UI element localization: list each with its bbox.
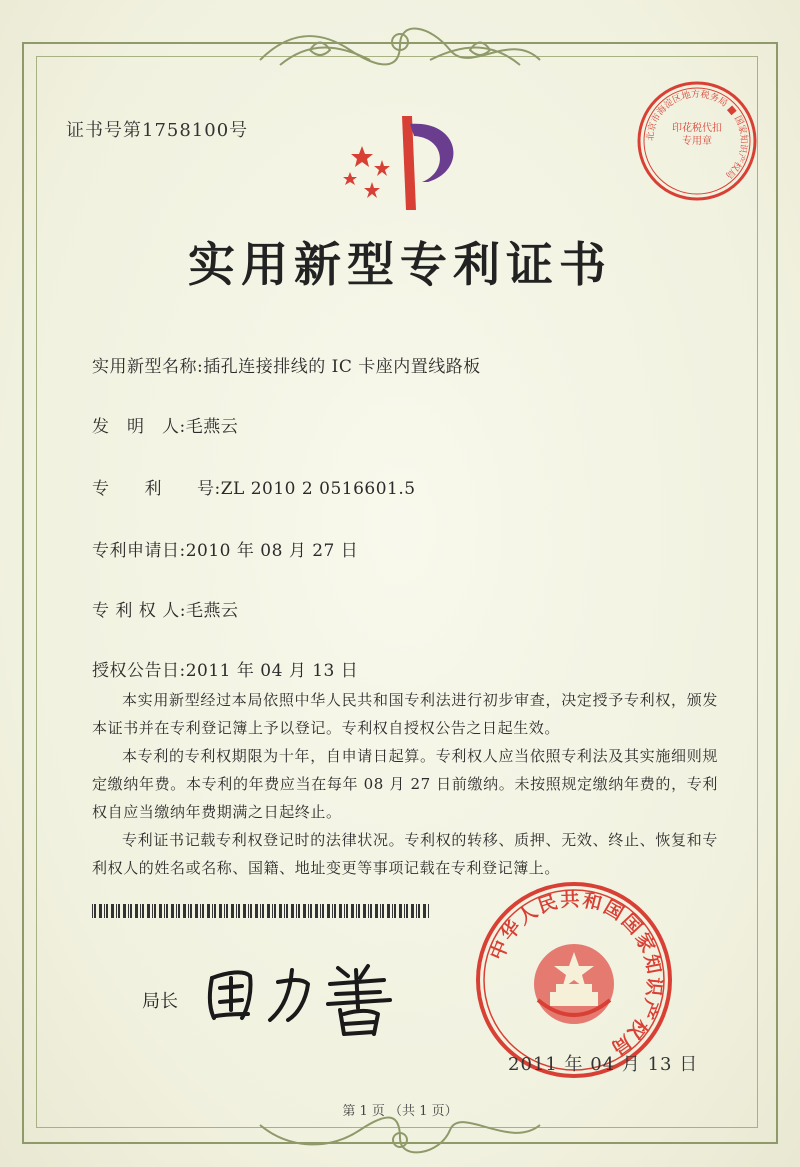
barcode-bar — [104, 904, 105, 918]
barcode-bar — [106, 904, 108, 918]
barcode-bar — [279, 904, 282, 918]
barcode-bar — [363, 904, 366, 918]
field-grant-date — [92, 656, 358, 681]
field-label: 实用新型名称: — [92, 357, 204, 377]
barcode-bar — [291, 904, 294, 918]
barcode-bar — [116, 904, 117, 918]
field-value: 毛燕云 — [185, 417, 239, 437]
field-inventor — [92, 412, 238, 437]
barcode-bar — [260, 904, 261, 918]
barcode-bar — [262, 904, 264, 918]
barcode-bar — [399, 904, 402, 918]
barcode-bar — [356, 904, 357, 918]
barcode-bar — [346, 904, 348, 918]
barcode-bar — [339, 904, 342, 918]
barcode-bar — [159, 904, 162, 918]
barcode-bar — [315, 904, 318, 918]
barcode-bar — [195, 904, 198, 918]
tax-stamp-icon — [634, 78, 760, 204]
barcode-bar — [250, 904, 252, 918]
barcode-bar — [212, 904, 213, 918]
barcode-bar — [284, 904, 285, 918]
barcode-bar — [178, 904, 180, 918]
barcode-bar — [176, 904, 177, 918]
field-value: 插孔连接排线的 IC 卡座内置线路板 — [203, 357, 481, 377]
barcode-bar — [308, 904, 309, 918]
barcode-bar — [267, 904, 270, 918]
barcode-bar — [322, 904, 324, 918]
barcode-bar — [200, 904, 201, 918]
barcode-bar — [147, 904, 150, 918]
barcode-bar — [387, 904, 390, 918]
barcode-bar — [344, 904, 345, 918]
field-value: ZL 2010 2 0516601.5 — [220, 479, 416, 499]
barcode-bar — [423, 904, 426, 918]
barcode-bar — [224, 904, 225, 918]
field-label: 发 明 人: — [92, 417, 186, 437]
barcode-bar — [226, 904, 228, 918]
field-label: 专 利 权 人: — [92, 601, 186, 621]
barcode-bar — [382, 904, 384, 918]
barcode-bar — [358, 904, 360, 918]
barcode-icon — [92, 904, 432, 918]
page-number: 第 1 页 （共 1 页） — [342, 1104, 458, 1119]
barcode-bar — [171, 904, 174, 918]
certificate-number: 证书号第1758100号 — [66, 120, 249, 141]
barcode-bar — [207, 904, 210, 918]
barcode-bar — [394, 904, 396, 918]
barcode-bar — [274, 904, 276, 918]
barcode-bar — [248, 904, 249, 918]
barcode-bar — [123, 904, 126, 918]
body-paragraph: 本实用新型经过本局依照中华人民共和国专利法进行初步审查，决定授予专利权，颁发本证书并在专利登记簿上予以登记。专利权自授权公告之日起生效。 — [92, 691, 718, 737]
barcode-bar — [166, 904, 168, 918]
barcode-bar — [370, 904, 372, 918]
barcode-bar — [154, 904, 156, 918]
barcode-bar — [94, 904, 96, 918]
top-ornament-icon — [250, 20, 550, 80]
barcode-bar — [243, 904, 246, 918]
director-label: 局长 — [142, 991, 178, 1012]
barcode-bar — [392, 904, 393, 918]
national-emblem-icon — [534, 944, 614, 1024]
field-application-date — [92, 536, 358, 561]
barcode-bar — [190, 904, 192, 918]
certificate-body — [92, 686, 718, 882]
barcode-bar — [188, 904, 189, 918]
field-label: 专 利 号: — [92, 479, 221, 499]
barcode-bar — [428, 904, 429, 918]
field-label: 专利申请日: — [92, 541, 186, 561]
body-paragraph: 本专利的专利权期限为十年，自申请日起算。专利权人应当依照专利法及其实施细则规定缴纳年费。本专利的年费应当在每年 08 月 27 日前缴纳。未按照规定缴纳年费的，专利权自应当缴纳年费期满之日起终止。 — [92, 747, 718, 821]
barcode-bar — [375, 904, 378, 918]
barcode-bar — [164, 904, 165, 918]
barcode-bar — [231, 904, 234, 918]
barcode-bar — [416, 904, 417, 918]
barcode-bar — [135, 904, 138, 918]
patent-office-logo-icon — [340, 110, 480, 222]
barcode-bar — [411, 904, 414, 918]
field-value: 2010 年 08 月 27 日 — [185, 541, 359, 561]
barcode-bar — [332, 904, 333, 918]
director-signature-icon — [198, 948, 408, 1038]
barcode-bar — [327, 904, 330, 918]
tax-stamp-center-text: 印花税代扣专用章 — [672, 123, 722, 147]
field-utility-model-name — [92, 352, 481, 377]
tax-stamp-ring-text: 北京市海淀区地方税务局 ■ 国家知识产权局 — [645, 89, 749, 180]
barcode-bar — [320, 904, 321, 918]
barcode-bar — [111, 904, 114, 918]
barcode-bar — [183, 904, 186, 918]
field-value: 2011 年 04 月 13 日 — [185, 661, 359, 681]
barcode-bar — [238, 904, 240, 918]
body-paragraph: 专利证书记载专利权登记时的法律状况。专利权的转移、质押、无效、终止、恢复和专利权人的姓名或名称、国籍、地址变更等事项记载在专利登记簿上。 — [92, 831, 718, 877]
document-title: 实用新型专利证书 — [188, 238, 612, 293]
barcode-bar — [334, 904, 336, 918]
barcode-bar — [219, 904, 222, 918]
barcode-bar — [406, 904, 408, 918]
barcode-bar — [128, 904, 129, 918]
barcode-bar — [404, 904, 405, 918]
barcode-bar — [99, 904, 102, 918]
barcode-bar — [368, 904, 369, 918]
barcode-bar — [286, 904, 288, 918]
field-value: 毛燕云 — [185, 601, 239, 621]
barcode-bar — [92, 904, 93, 918]
barcode-bar — [310, 904, 312, 918]
field-patentee — [92, 596, 238, 621]
barcode-bar — [214, 904, 216, 918]
barcode-bar — [351, 904, 354, 918]
barcode-bar — [152, 904, 153, 918]
barcode-bar — [272, 904, 273, 918]
barcode-bar — [255, 904, 258, 918]
barcode-bar — [202, 904, 204, 918]
barcode-bar — [380, 904, 381, 918]
barcode-bar — [130, 904, 132, 918]
official-seal-ring-text: 中华人民共和国国家知识产权局 — [485, 888, 666, 1061]
seal-date: 2011 年 04 月 13 日 — [508, 1054, 699, 1075]
barcode-bar — [298, 904, 300, 918]
barcode-bar — [303, 904, 306, 918]
field-label: 授权公告日: — [92, 661, 186, 681]
barcode-bar — [236, 904, 237, 918]
field-patent-number — [92, 474, 416, 499]
barcode-bar — [142, 904, 144, 918]
barcode-bar — [296, 904, 297, 918]
barcode-bar — [140, 904, 141, 918]
barcode-bar — [118, 904, 120, 918]
barcode-bar — [418, 904, 420, 918]
